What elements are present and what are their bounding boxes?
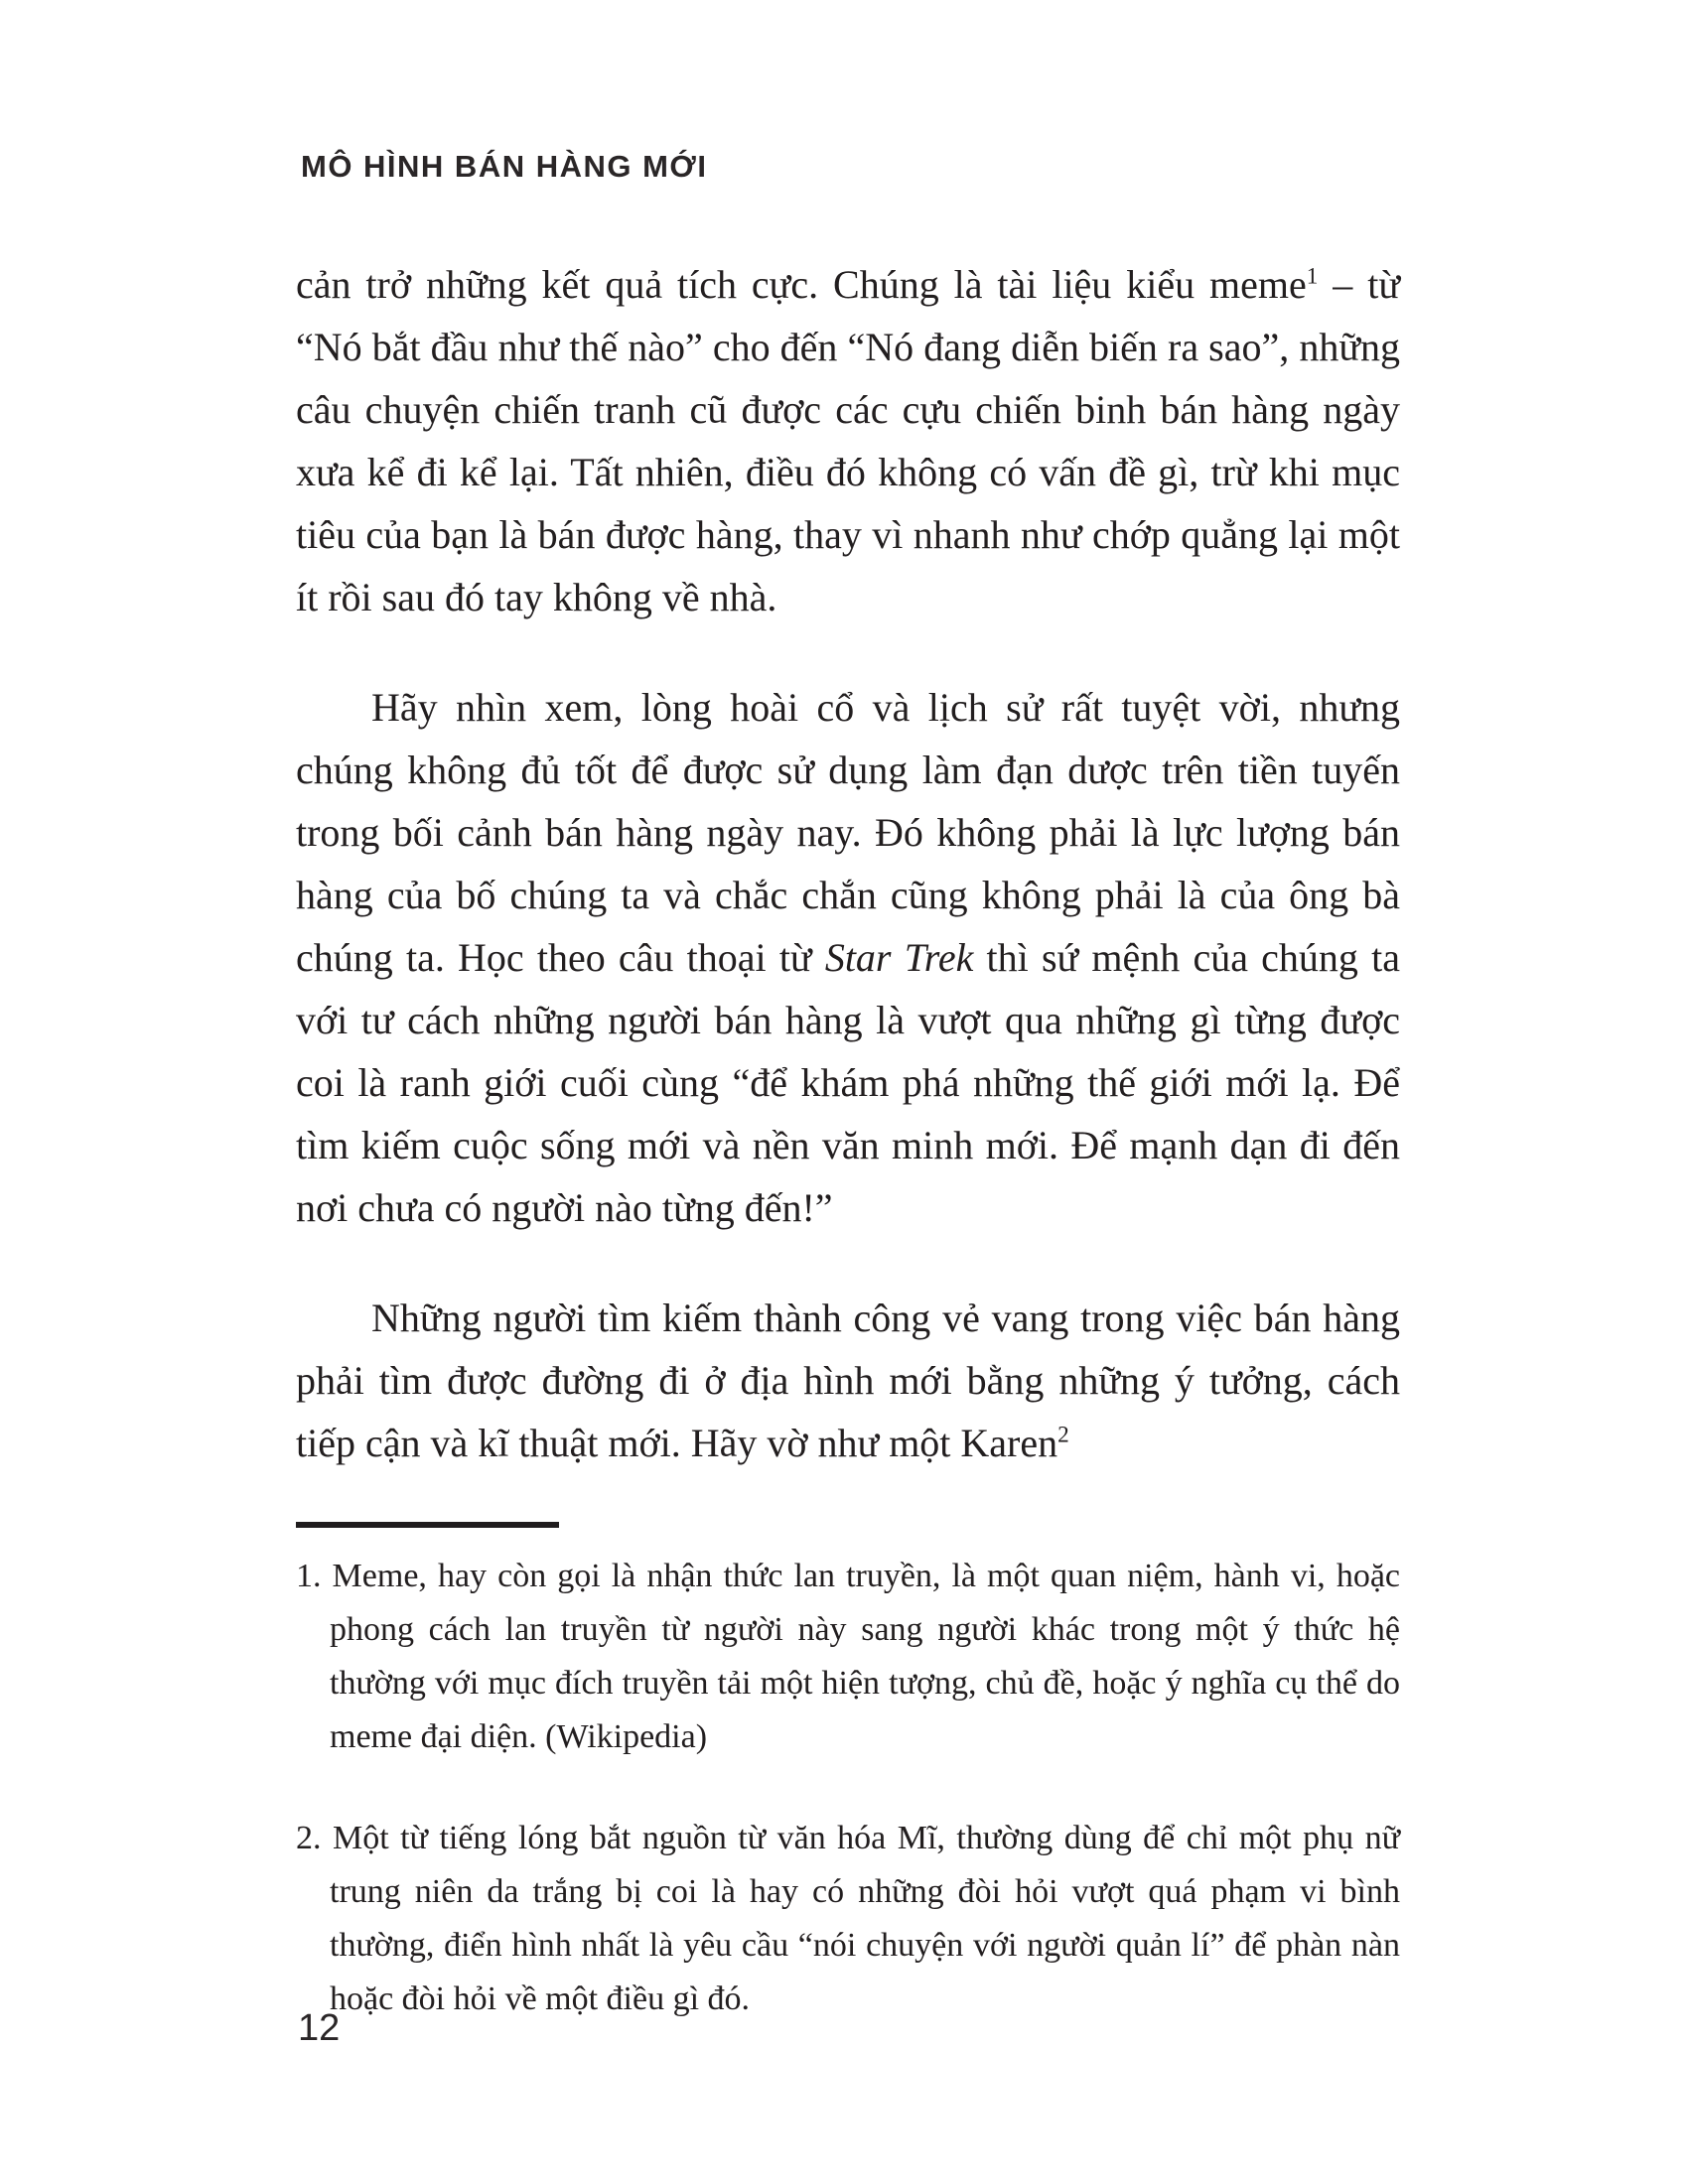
paragraph-1-text-cont: – từ “Nó bắt đầu như thế nào” cho đến “Nó đang diễn biến ra sao”, những câu chuyện chiến tranh cũ được các cựu chiến binh bán hàng ngày xưa kể đi kể lại. Tất nhiên, điều đó không có vấn đề gì, trừ khi mục tiêu của bạn là bán được hàng, thay vì nhanh như chớp quẳng lại một ít rồi sau đó tay không về nhà. [296,262,1401,619]
footnote-ref-2: 2 [1057,1422,1069,1448]
paragraph-2-text: Hãy nhìn xem, lòng hoài cổ và lịch sử rất tuyệt vời, nhưng chúng không đủ tốt để được sử dụng làm đạn dược trên tiền tuyến trong bối cảnh bán hàng ngày nay. Đó không phải là lực lượng bán hàng của bố chúng ta và chắc chắn cũng không phải là của ông bà chúng ta. Học theo câu thoại từ [296,685,1400,980]
paragraph-1-text: cản trở những kết quả tích cực. Chúng là tài liệu kiểu meme [296,262,1307,307]
body-paragraph-3 [296,1287,1400,1474]
page-number: 12 [298,2007,341,2049]
italic-star-trek: Star Trek [824,935,974,980]
footnote-2: 2. Một từ tiếng lóng bắt nguồn từ văn hóa Mĩ, thường dùng để chỉ một phụ nữ trung niên da trắng bị coi là hay có những đòi hỏi vượt quá phạm vi bình thường, điển hình nhất là yêu cầu “nói chuyện với người quản lí” để phàn nàn hoặc đòi hỏi về một điều gì đó. [296,1820,1400,2017]
footnote-1: 1. Meme, hay còn gọi là nhận thức lan truyền, là một quan niệm, hành vi, hoặc phong cách lan truyền từ người này sang người khác trong một ý thức hệ thường với mục đích truyền tải một hiện tượng, chủ đề, hoặc ý nghĩa cụ thể do meme đại diện. (Wikipedia) [296,1558,1400,1755]
body-text [296,253,1400,2026]
footnotes-section [296,1550,1400,2026]
footnote-divider [296,1522,559,1528]
running-header: MÔ HÌNH BÁN HÀNG MỚI [301,149,708,184]
footnote-ref-1: 1 [1306,263,1319,290]
paragraph-2-text-cont: thì sứ mệnh của chúng ta với tư cách những người bán hàng là vượt qua những gì từng được coi là ranh giới cuối cùng “để khám phá những thế giới mới lạ. Để tìm kiếm cuộc sống mới và nền văn minh mới. Để mạnh dạn đi đến nơi chưa có người nào từng đến!” [296,935,1400,1230]
body-paragraph-2 [296,676,1400,1239]
paragraph-3-text: Những người tìm kiếm thành công vẻ vang trong việc bán hàng phải tìm được đường đi ở địa hình mới bằng những ý tưởng, cách tiếp cận và kĩ thuật mới. Hãy vờ như một Karen [296,1296,1400,1465]
body-paragraph-1 [296,253,1400,628]
